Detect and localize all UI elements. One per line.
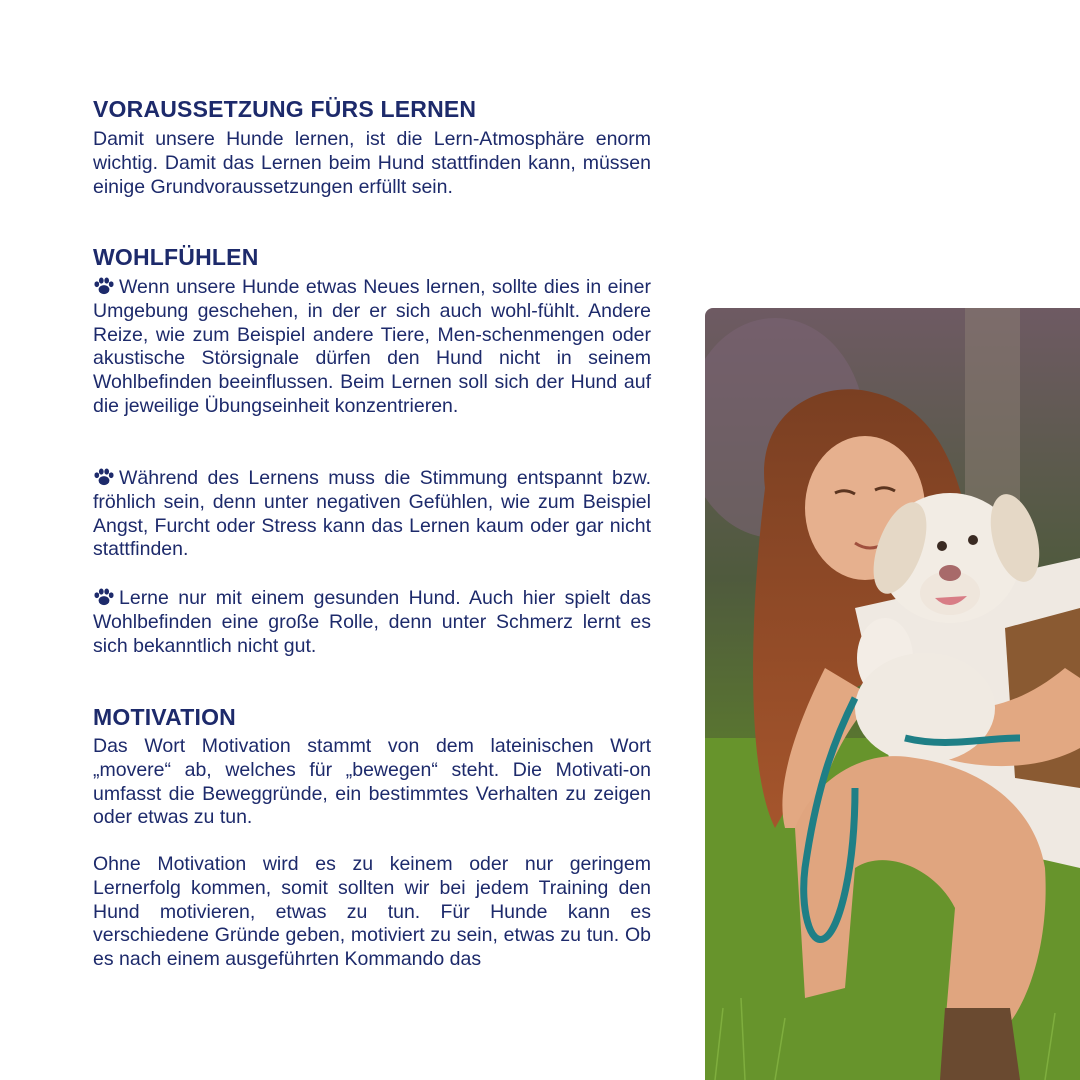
paragraph-motivation-1: Das Wort Motivation stammt von dem lateinischen Wort „movere“ ab, welches für „bewegen“ steht. Die Motivati-on umfasst die Beweggründe, ein bestimmtes Verhalten zu zeigen oder etwas zu tun. [93, 735, 651, 829]
paw-icon [93, 468, 115, 486]
bullet-paragraph [93, 276, 651, 419]
paw-icon [93, 588, 115, 606]
heading-motivation: MOTIVATION [93, 704, 236, 730]
bullet-paragraph [93, 467, 651, 562]
bullet-text-1: Wenn unsere Hunde etwas Neues lernen, sollte dies in einer Umgebung geschehen, in der er sich auch wohl-fühlt. Andere Reize, wie zum Beispiel andere Tiere, Men-schenmengen oder akustische Störsignale dürfen den Hund nicht in seinem Wohlbefinden beeinflussen. Beim Lernen soll sich der Hund auf die jeweilige Übungseinheit konzentrieren. [93, 276, 651, 417]
paragraph-motivation-2: Ohne Motivation wird es zu keinem oder nur geringem Lernerfolg kommen, somit sollten wir bei jedem Training den Hund motivieren, etwas zu tun. Für Hunde kann es verschiedene Gründe geben, motiviert zu sein, etwas zu tun. Ob es nach einem ausgeführten Kommando das [93, 853, 651, 971]
photo-woman-with-puppy [705, 308, 1080, 1080]
heading-wohlfuehlen: WOHLFÜHLEN [93, 244, 259, 270]
photo-illustration [705, 308, 1080, 1080]
bullet-text-2: Während des Lernens muss die Stimmung entspannt bzw. fröhlich sein, denn unter negativen Gefühlen, wie zum Beispiel Angst, Furcht oder Stress kann das Lernen kaum oder gar nicht stattfinden. [93, 467, 651, 561]
paw-icon [93, 277, 115, 295]
heading-voraussetzung: VORAUSSETZUNG FÜRS LERNEN [93, 96, 477, 122]
paragraph-voraussetzung: Damit unsere Hunde lernen, ist die Lern-Atmosphäre enorm wichtig. Damit das Lernen beim Hund stattfinden kann, müssen einige Grundvoraussetzungen erfüllt sein. [93, 128, 651, 198]
bullet-paragraph [93, 587, 651, 658]
bullet-text-3: Lerne nur mit einem gesunden Hund. Auch hier spielt das Wohlbefinden eine große Rolle, denn unter Schmerz lernt es sich bekanntlich nicht gut. [93, 587, 651, 657]
